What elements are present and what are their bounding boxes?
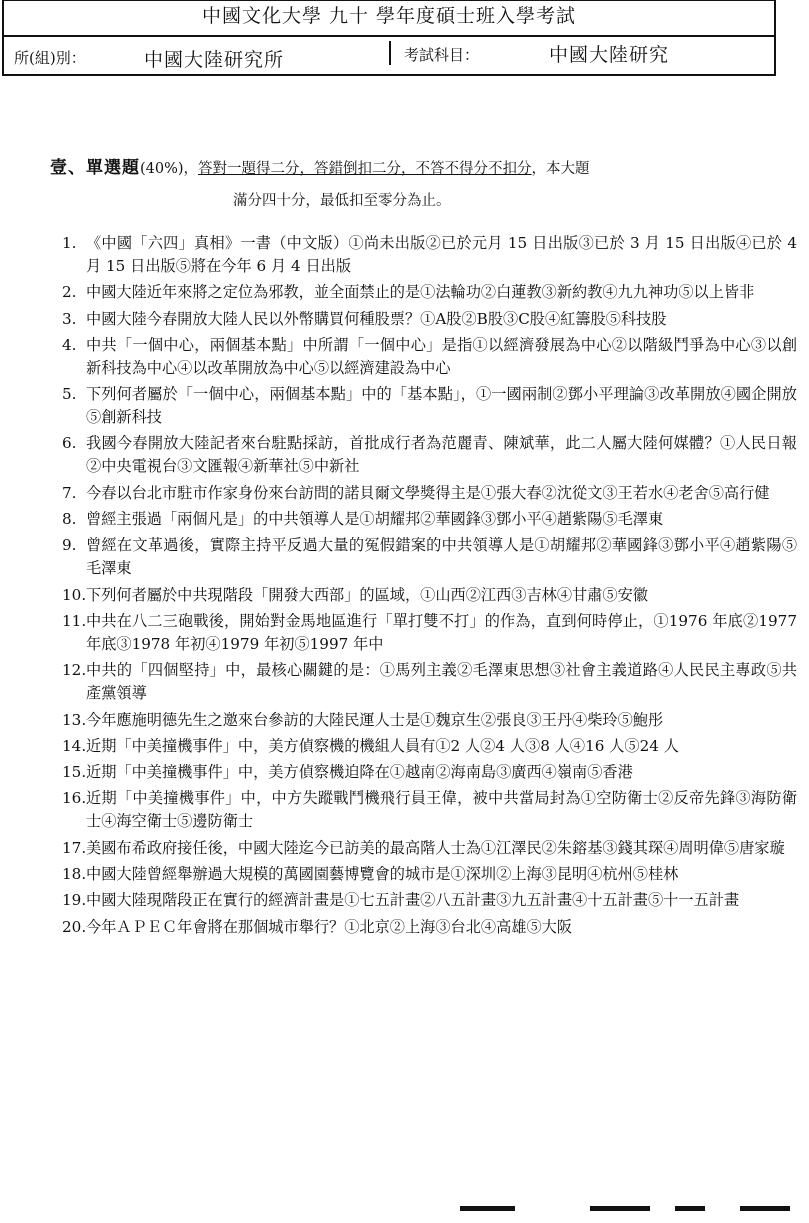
exam-header	[2, 0, 776, 76]
question-text: 近期「中美撞機事件」中，美方偵察機迫降在①越南②海南島③廣西④嶺南⑤香港	[86, 763, 633, 782]
section-rule-line2: 滿分四十分，最低扣至零分為止。	[233, 193, 451, 209]
question-item	[62, 482, 797, 505]
question-item	[62, 735, 797, 758]
question-text: 中共「一個中心，兩個基本點」中所謂「一個中心」是指①以經濟發展為中心②以階級鬥爭為中心③以創新科技為中心④以改革開放為中心⑤以經濟建設為中心	[86, 335, 797, 377]
department-value: 中國大陸研究所	[144, 49, 285, 71]
question-item	[62, 787, 797, 833]
question-number: 1.	[62, 234, 77, 252]
section-title: 壹、單選題	[50, 158, 140, 178]
subject-value: 中國大陸研究	[549, 44, 670, 66]
question-text: 今年應施明德先生之邀來台參訪的大陸民運人士是①魏京生②張良③王丹④柴玲⑤鮑彤	[86, 710, 664, 729]
question-number: 16.	[62, 789, 87, 808]
section-rule-underlined: 答對一題得二分，答錯倒扣二分，不答不得分不扣分	[198, 161, 532, 177]
question-text: 近期「中美撞機事件」中，美方偵察機的機組人員有①2 人②4 人③8 人④16 人⑤24 人	[86, 736, 679, 755]
question-number: 18.	[62, 865, 87, 884]
question-text: 《中國「六四」真相》一書（中文版）①尚未出版②已於元月 15 日出版③已於 3 月 15 日出版④已於 4 月 15 日出版⑤將在今年 6 月 4 日出版	[86, 234, 797, 275]
section-points: (40%)，	[140, 161, 199, 177]
question-item	[62, 334, 797, 380]
question-number: 6.	[62, 434, 77, 453]
footer-mark	[740, 1206, 790, 1223]
question-item	[62, 432, 797, 478]
question-number: 2.	[62, 283, 77, 302]
question-text: 中共的「四個堅持」中，最核心關鍵的是：①馬列主義②毛澤東思想③社會主義道路④人民民主專政⑤共產黨領導	[86, 661, 797, 703]
subject-label: 考試科目：	[404, 46, 480, 64]
question-text: 中國大陸曾經舉辦過大規模的萬國園藝博覽會的城市是①深圳②上海③昆明④杭州⑤桂林	[86, 865, 679, 884]
header-divider	[389, 41, 391, 65]
question-item	[62, 863, 797, 886]
question-text: 中共在八二三砲戰後，開始對金馬地區進行「單打雙不打」的作為，直到何時停止，①1976 年底②1977 年底③1978 年初④1979 年初⑤1997 年中	[86, 611, 797, 653]
question-list	[62, 232, 797, 942]
footer-mark	[460, 1206, 515, 1223]
question-text: 中國大陸近年來將之定位為邪教，並全面禁止的是①法輪功②白蓮教③新約教④九九神功⑤以上皆非	[86, 283, 755, 302]
question-item	[62, 916, 797, 939]
section-rule-tail: ，本大題	[531, 161, 590, 177]
question-item	[62, 383, 797, 429]
question-item	[62, 508, 797, 531]
header-info-row	[4, 37, 774, 75]
question-number: 11.	[62, 611, 87, 630]
question-text: 今春以台北市駐市作家身份來台訪問的諾貝爾文學獎得主是①張大春②沈從文③王若水④老舍⑤高行健	[86, 483, 770, 502]
question-number: 8.	[62, 510, 77, 529]
question-number: 19.	[62, 891, 87, 910]
question-item	[62, 889, 797, 912]
question-text: 今年ＡＰＥＣ年會將在那個城市舉行？①北京②上海③台北④高雄⑤大阪	[86, 917, 572, 936]
question-item	[62, 709, 797, 732]
question-item	[62, 761, 797, 784]
question-text: 曾經在文革過後，實際主持平反過大量的冤假錯案的中共領導人是①胡耀邦②華國鋒③鄧小平④趙紫陽⑤毛澤東	[86, 536, 797, 578]
question-item	[62, 584, 797, 607]
question-text: 下列何者屬於「一個中心，兩個基本點」中的「基本點」，①一國兩制②鄧小平理論③改革開放④國企開放⑤創新科技	[86, 385, 797, 427]
page-footer-cutoff	[440, 1200, 800, 1218]
question-number: 17.	[62, 838, 87, 857]
question-number: 5.	[62, 385, 77, 404]
department-label: 所(組)別：	[14, 49, 86, 67]
question-number: 14.	[62, 736, 87, 755]
question-number: 4.	[62, 335, 77, 354]
question-item	[62, 281, 797, 304]
question-item	[62, 610, 797, 656]
question-text: 中國大陸今春開放大陸人民以外幣購買何種股票？①A股②B股③C股④紅籌股⑤科技股	[86, 309, 667, 328]
question-number: 12.	[62, 661, 87, 680]
section-rule-line1	[50, 156, 790, 181]
question-text: 下列何者屬於中共現階段「開發大西部」的區域，①山西②江西③吉林④甘肅⑤安徽	[86, 585, 648, 604]
footer-mark	[675, 1206, 705, 1223]
question-text: 近期「中美撞機事件」中，中方失蹤戰鬥機飛行員王偉，被中共當局封為①空防衛士②反帝先鋒③海防衛士④海空衛士⑤邊防衛士	[86, 789, 797, 831]
exam-title: 中國文化大學 九十 學年度碩士班入學考試	[4, 1, 774, 37]
question-item	[62, 534, 797, 580]
footer-mark	[590, 1206, 650, 1223]
question-number: 20.	[62, 917, 87, 936]
question-item	[62, 837, 797, 860]
question-text: 曾經主張過「兩個凡是」的中共領導人是①胡耀邦②華國鋒③鄧小平④趙紫陽⑤毛澤東	[86, 510, 664, 529]
question-number: 10.	[62, 585, 87, 604]
question-item	[62, 659, 797, 705]
question-number: 7.	[62, 483, 77, 502]
section-heading	[50, 156, 790, 221]
question-text: 美國布希政府接任後，中國大陸迄今已訪美的最高階人士為①江澤民②朱鎔基③錢其琛④周明偉⑤唐家璇	[86, 838, 785, 857]
question-number: 3.	[62, 309, 77, 328]
question-number: 13.	[62, 710, 87, 729]
question-item	[62, 308, 797, 331]
question-number: 15.	[62, 763, 87, 782]
question-text: 中國大陸現階段正在實行的經濟計畫是①七五計畫②八五計畫③九五計畫④十五計畫⑤十一五計畫	[86, 891, 740, 910]
question-item	[62, 232, 797, 278]
question-text: 我國今春開放大陸記者來台駐點採訪，首批成行者為范麗青、陳斌華，此二人屬大陸何媒體？①人民日報②中央電視台③文匯報④新華社⑤中新社	[86, 434, 797, 476]
question-number: 9.	[62, 536, 77, 555]
